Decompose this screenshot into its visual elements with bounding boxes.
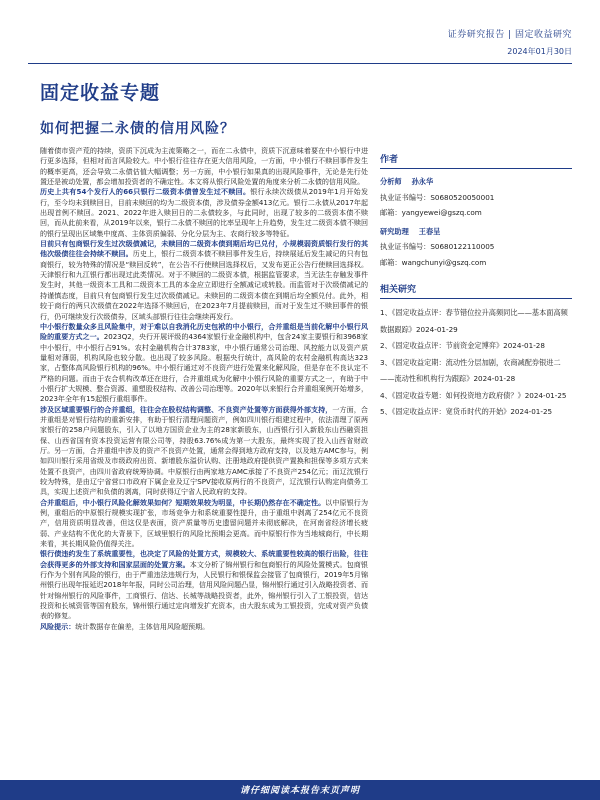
related-research-item[interactable]: 1、《固定收益点评：春节错位拉升高频同比——基本面高频数据跟踪》2024-01-29 — [380, 308, 568, 334]
header-divider — [28, 63, 572, 64]
paragraph-lead: 中小银行数量众多且风险集中，对于难以自我消化历史包袱的中小银行，合并重组是当前化解中小银行风险的重要方式之一。 — [40, 321, 368, 342]
cert-label: 执业证书编号： — [380, 192, 431, 202]
paragraph-lead: 历史上共有54个发行人的66只银行二级资本债曾发生过不赎回。 — [40, 187, 251, 197]
cert-number: S0680520050001 — [430, 192, 495, 202]
paragraph-text: 2023Q2，央行开展评级的4364家银行业金融机构中，包含24家主要银行和3968家中小银行，中小银行占91%。农村金融机构合计3783家，中小银行通常公司治理、风控能力以及资产质量相对薄弱，机构风险也较分散。也出现了较多风险。根据央行统计，高风险的农村金融机构高达323家，占整体高风险银行机构的96%。中小银行通过对不良资产进行处置来化解风险，但是存在不良认定不严格的问题。而由于农合机构改革还在进行，合并重组成为化解中小银行风险的重要方式之一，有助于中小银行扩大规模、整合资源、重塑股权结构、改善公司治理等。2020年以来银行合并重组案例开始增多，2023年全年有15起银行重组事件。 — [40, 332, 368, 404]
cert-number: S0680122110005 — [430, 242, 495, 251]
author-email[interactable]: yangyewei@gszq.com — [401, 208, 482, 217]
report-title: 固定收益专题 — [40, 82, 161, 104]
email-label: 邮箱： — [380, 208, 402, 217]
intro-paragraph: 随着债市资产荒的持续，资质下沉成为主流策略之一，而在二永债中，资质下沉意味着要在中小银行中进行更多选择，但相对而言风险较大。中小银行往往存在更大信用风险，一方面，中小银行不赎回事件发生的概率更高，还会导致二永债估值大幅调整；另一方面，中小银行如果真的出现风险事件，无论是先行处置还是被动处置，都会增加投资者的不确定性。本文将从银行风险处置的角度来分析二永债的信用风险。 — [40, 146, 368, 187]
author-block — [380, 224, 572, 271]
cert-label: 执业证书编号： — [380, 242, 431, 251]
author-role: 分析师 — [380, 177, 402, 186]
author-role: 研究助理 — [380, 226, 409, 236]
paragraph-lead: 合并重组后，中小银行风险化解效果如何？短期效果较为明显，中长期仍然存在不确定性。 — [40, 497, 326, 507]
author-name: 孙永华 — [411, 177, 434, 186]
author-block — [380, 174, 572, 221]
paragraph-lead: 目前只有包商银行发生过次级债减记，未赎回的二级资本债到期后均已兑付，小规模弱资质银行发行的其他次级债往往会持续不赎回。 — [40, 239, 368, 259]
related-research-item[interactable]: 5、《固定收益点评：宽货币时代的开始》2024-01-25 — [380, 407, 553, 416]
paragraph-text: 银行永续次级债从2019年1月开始发行，至今均未到赎回日，目前未赎回的均为二级资本债，涉及债券金额413亿元。银行二永债从2017年起出现首例不赎回。2021、2022年进入赎回日的二永债较多，与此同时，出现了较多的二级资本债不赎回，而从此前来看，从2019年以来，银行二永债不赎回的比率呈现年上升趋势，发生过二级资本债不赎回的银行呈现出区域集中度高、主体资质偏弱、分化分层为主、农商行较多等特征。 — [40, 187, 368, 238]
sidebar — [380, 152, 572, 421]
risk-warning — [40, 622, 368, 632]
paragraph-text: 历史上，银行二级资本债不赎回事件发生后，持续展延后发生减记的只有包商银行，较为特殊的情况是“赎回反转”，在公告不行使赎回选择权后，又发布更正公告行使赎回选择权。天津银行和九江银行都出现过此类情况。对于不赎回的二级资本债，根据监管要求，当无法生存触发事件发生时，其他一级资本工具和二级资本工具的本金应立即进行全额减记或转股。而监管对于次级债减记的持谨慎态度，目前只有包商银行发生过次级债减记。未赎回的二级资本债在到期后均全额兑付。此外，相较于商行的两只次级债在2022年选择不赎回后，在2023年7月提前赎回，而对于发生过不赎回事件的银行，仍可继续发行次级债券，区域头部银行往往会继续再发行。 — [40, 249, 368, 321]
paragraph-text: 本文分析了锦州银行和包商银行的风险处置模式。包商银行作为个别有风险的银行，由于严重违法违规行为，人民银行和银保监会接管了包商银行，2019年5月锦州银行出现年报延迟2018年年报，同时公司治理，信用风险问题凸显，锦州银行通过引入战略投资者、而针对锦州银行的风险事件，工商银行、信达、长城等战略投资者，此外，锦州银行引入了工银投资，信达投资和长城资管等国有股东，锦州银行通过定向增发扩充资本，由大股东成为工银投资，完成对资产负债表的修复。 — [40, 559, 368, 621]
risk-label: 风险提示： — [40, 621, 76, 631]
authors-heading: 作者 — [380, 152, 572, 169]
email-label: 邮箱： — [380, 257, 402, 267]
related-research-item[interactable]: 4、《固定收益专题：如何投资地方政府债？》2024-01-25 — [380, 390, 567, 400]
related-research-item[interactable]: 2、《固定收益点评：节前资金定博弈》2024-01-28 — [380, 341, 545, 350]
risk-text: 统计数据存在偏差，主体信用风险超预期。 — [75, 621, 210, 631]
paragraph-lead: 银行债违约发生了系统重要性，也决定了风险的处置方式，规模较大、系统重要性较高的银行出险，往往会获得更多的外部支持和国家层面的处置方案。 — [40, 549, 368, 569]
report-subtitle: 如何把握二永债的信用风险？ — [40, 121, 235, 137]
paragraph-non-redemption — [40, 187, 368, 239]
author-name: 王春呈 — [418, 226, 441, 236]
paragraph-merger-effect — [40, 498, 368, 550]
paragraph-systemic — [40, 549, 368, 621]
author-email[interactable]: wangchunyi@gszq.com — [401, 257, 487, 267]
summary-body — [40, 146, 368, 774]
related-research-list — [380, 305, 572, 421]
paragraph-merger-support — [40, 405, 368, 498]
paragraph-writedown — [40, 239, 368, 322]
paragraph-text: 以中原银行为例，重组后的中原银行规模实现扩张，市场竞争力和系统重要性提升，由于重组中剥离了254亿元不良资产，信用资质明显改善，但这仅是表面，资产质量等历史遗留问题并未彻底解决，在河南省经济增长疲弱、产业结构不优化的大背景下，区域里银行的风险比预期会更高。而中原银行作为当地城商行，中长期来看，其长期风险仍值得关注。 — [40, 497, 368, 549]
footer-disclaimer: 请仔细阅读本报告末页声明 — [239, 786, 360, 796]
related-heading: 相关研究 — [380, 282, 572, 299]
report-category: 证券研究报告 | 固定收益研究 — [447, 30, 572, 40]
report-date: 2024年01月30日 — [507, 47, 572, 56]
paragraph-lead: 涉及区域重要银行的合并重组，往往会在股权结构调整、不良资产处置等方面获得外部支持， — [40, 404, 333, 414]
paragraph-small-banks — [40, 322, 368, 405]
related-research-item[interactable]: 3、《固定收益定期：流动性分层加剧，农商减配券银进二——流动性和机构行为跟踪》2024-01-28 — [380, 357, 561, 383]
paragraph-text: 一方面，合并重组是对银行结构的重新安排，有助于银行清理问题资产，例如四川银行组建过程中，依法清理了原两家银行的258户问题股东，引入了以地方国资企业为主的28家新股东，山西银行引入新股东山西融资担保、山西省国有资本投资运营有限公司等，持股63.76%成为第一大股东，最终实现了投入山西省财政厅。另一方面，合并重组中涉及的资产不良资产处置，通常会得到地方政府支持，以及地方AMC参与，例如四川银行采用省级及市级政府出资、新增股东溢价认购、注册地政府提供资产置换和担保等多项方式来处置不良资产，由四川省政府统筹协调。中原银行由两家地方AMC承接了不良资产254亿元；而辽沈银行较为特殊，是由辽宁省营口市政府下属企业及辽宁SPV接收原两行的不良资产，辽沈银行认购定向债务工具，实现上述资产和负债的剥离，同时获得辽宁省人民政府的支持。 — [40, 404, 368, 497]
